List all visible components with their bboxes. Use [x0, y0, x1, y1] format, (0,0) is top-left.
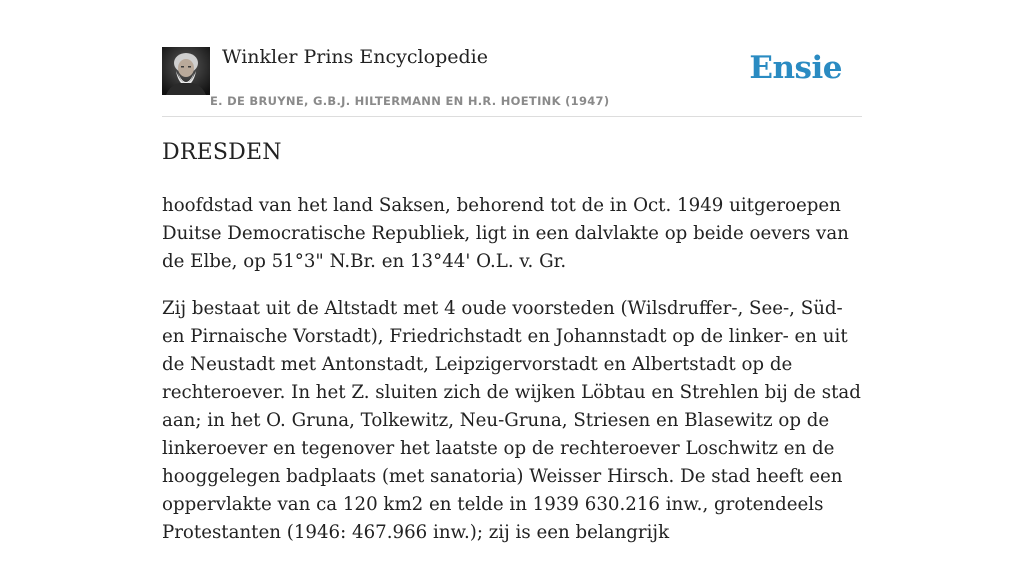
- author-avatar[interactable]: [162, 47, 210, 95]
- entry-title: DRESDEN: [162, 140, 282, 165]
- ensie-logo-link[interactable]: Ensie: [749, 50, 842, 86]
- article-paragraph: hoofdstad van het land Saksen, behorend tot de in Oct. 1949 uitgeroepen Duitse Democratische Republiek, ligt in een dalvlakte op beide oevers van de Elbe, op 51°3" N.Br. en 13°44' O.L. v. Gr.: [162, 195, 849, 272]
- source-title[interactable]: Winkler Prins Encyclopedie: [222, 46, 488, 68]
- source-authors: E. DE BRUYNE, G.B.J. HILTERMANN EN H.R. HOETINK (1947): [210, 94, 610, 108]
- page: [162, 0, 862, 543]
- source-header: [162, 0, 862, 117]
- article-body: [162, 192, 862, 566]
- author-portrait-icon: [162, 47, 210, 95]
- article-paragraph: Zij bestaat uit de Altstadt met 4 oude voorsteden (Wilsdruffer-, See-, Süd- en Pirnaische Vorstadt), Friedrichstadt en Johannstadt op de linker- en uit de Neustadt met Antonstadt, Leipzigervorstadt en Albertstadt op de rechteroever. In het Z. sluiten zich de wijken Löbtau en Strehlen bij de stad aan; in het O. Gruna, Tolkewitz, Neu-Gruna, Striesen en Blasewitz op de linkeroever en tegenover het laatste op de rechteroever Loschwitz en de hooggelegen badplaats (met sanatoria) Weisser Hirsch. De stad heeft een oppervlakte van ca 120 km2 en telde in 1939 630.216 inw., grotendeels Protestanten (1946: 467.966 inw.); zij is een belangrijk: [162, 298, 861, 543]
